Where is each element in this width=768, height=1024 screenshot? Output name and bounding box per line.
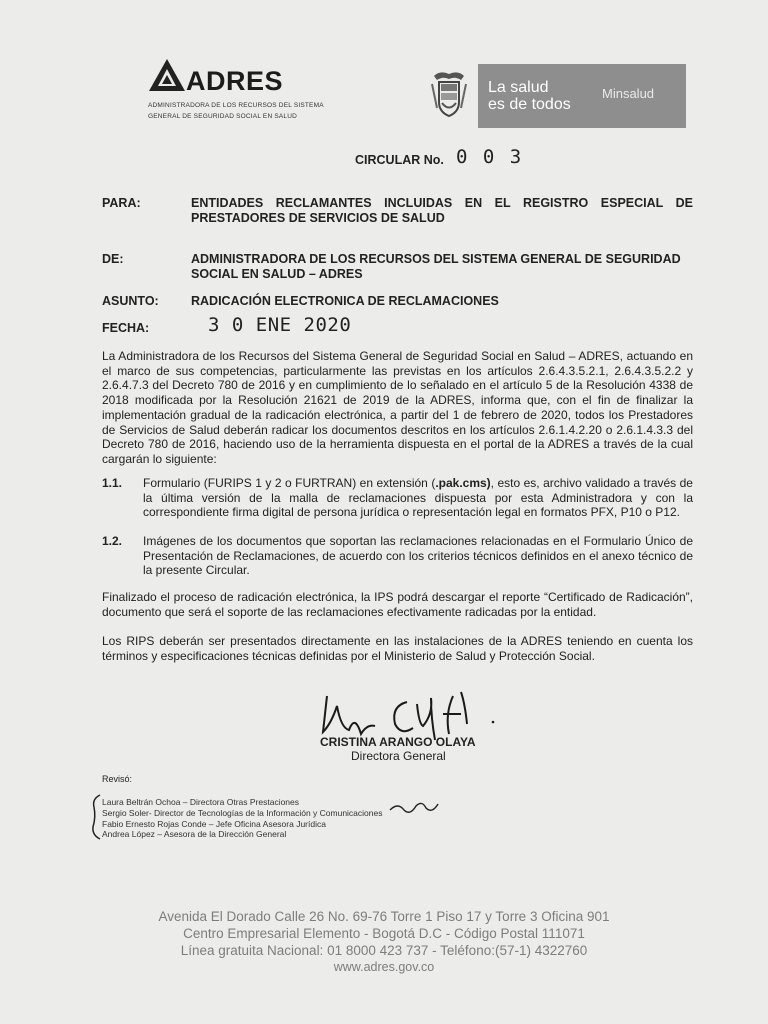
item-number: 1.2.: [102, 534, 123, 548]
banner-slogan-line2: es de todos: [488, 96, 571, 113]
fecha-stamp: 3 0 ENE 2020: [208, 314, 352, 336]
logo-subtitle: ADMINISTRADORA DE LOS RECURSOS DEL SISTEMA GENERAL DE SEGURIDAD SOCIAL EN SALUD: [148, 102, 324, 120]
banner-slogan-line1: La salud: [488, 79, 549, 96]
intro-paragraph: La Administradora de los Recursos del Sistema General de Seguridad Social en Salud – ADRES, actuando en el marco de sus competencias, particularmente las previstas en los artículos 2.6.4.3.5.2.1, 2.6.4.3.5.2.2 y 2.6.4.7.3 del Decreto 780 de 2016 y en cumplimiento de lo señalado en el artículo 5 de la Resolución 4338 de 2018 modificada por la Resolución 21621 de 2019 de la ADRES, informa que, con el fin de finalizar la implementación gradual de la radicación electrónica, a partir del 1 de febrero de 2020, todos los Prestadores de Servicios de Salud deberán radicar los documentos descritos en los artículos 2.6.1.4.2.20 o 2.6.1.4.3.3 del Decreto 780 de 2016, haciendo uso de la herramienta dispuesta en el portal de la ADRES a través de la cual cargarán lo siguiente:: [102, 349, 693, 466]
footer-website: www.adres.gov.co: [333, 960, 435, 974]
paragraph-certificado: Finalizado el proceso de radicación electrónica, la IPS podrá descargar el reporte “Certificado de Radicación”, documento que será el soporte de las reclamaciones efectivamente radicadas por la entidad.: [102, 590, 693, 619]
asunto-value: RADICACIÓN ELECTRONICA DE RECLAMACIONES: [191, 294, 499, 308]
footer-phone: Línea gratuita Nacional: 01 8000 423 737 - Teléfono:(57-1) 4322760: [180, 943, 588, 958]
adres-logo-icon: [148, 58, 186, 92]
review-initials-mark: [388, 798, 440, 820]
de-label: DE:: [102, 252, 124, 266]
signer-name: CRISTINA ARANGO OLAYA: [320, 735, 476, 749]
circular-label: CIRCULAR No.: [355, 153, 444, 167]
signer-role: Directora General: [351, 749, 446, 763]
item-text: Imágenes de los documentos que soportan las reclamaciones relacionadas en el Formulario Único de Presentación de Reclamaciones, de acuerdo con los criterios técnicos definidos en el anexo técnico de la presente Circular.: [143, 534, 693, 578]
colombia-crest-icon: [428, 68, 470, 122]
item-text: Formulario (FURIPS 1 y 2 o FURTRAN) en extensión (.pak.cms), esto es, archivo validado a través de la última versión de la malla de reclamaciones dispuesta por esta Administradora y con la correspondiente firma digital de persona jurídica o representación legal en formatos PFX, P10 o P12.: [143, 476, 693, 520]
item-number: 1.1.: [102, 476, 123, 490]
para-value: ENTIDADES RECLAMANTES INCLUIDAS EN EL REGISTRO ESPECIAL DE PRESTADORES DE SERVICIOS DE SALUD: [191, 196, 693, 225]
reviewer-line: Fabio Ernesto Rojas Conde – Jefe Oficina Asesora Jurídica: [102, 819, 326, 829]
para-label: PARA:: [102, 196, 141, 210]
reviewer-line: Sergio Soler- Director de Tecnologías de la Información y Comunicaciones: [102, 808, 383, 818]
fecha-label: FECHA:: [102, 321, 150, 335]
paragraph-rips: Los RIPS deberán ser presentados directamente en las instalaciones de la ADRES teniendo en cuenta los términos y especificaciones técnicas definidas por el Ministerio de Salud y Protección Social.: [102, 634, 693, 663]
review-label: Revisó:: [102, 774, 133, 784]
minsalud-brand: Minsalud: [602, 86, 655, 101]
logo-wordmark: ADRES: [186, 66, 284, 96]
reviewer-line: Laura Beltrán Ochoa – Directora Otras Prestaciones: [102, 797, 300, 807]
footer-center: Centro Empresarial Elemento - Bogotá D.C - Código Postal 111071: [183, 926, 585, 941]
asunto-label: ASUNTO:: [102, 294, 159, 308]
de-value: ADMINISTRADORA DE LOS RECURSOS DEL SISTEMA GENERAL DE SEGURIDAD SOCIAL EN SALUD – ADRES: [191, 252, 681, 281]
reviewer-line: Andrea López – Asesora de la Dirección General: [102, 829, 287, 839]
footer-address: Avenida El Dorado Calle 26 No. 69-76 Torre 1 Piso 17 y Torre 3 Oficina 901: [158, 909, 610, 924]
circular-number: 0 0 3: [456, 146, 524, 168]
